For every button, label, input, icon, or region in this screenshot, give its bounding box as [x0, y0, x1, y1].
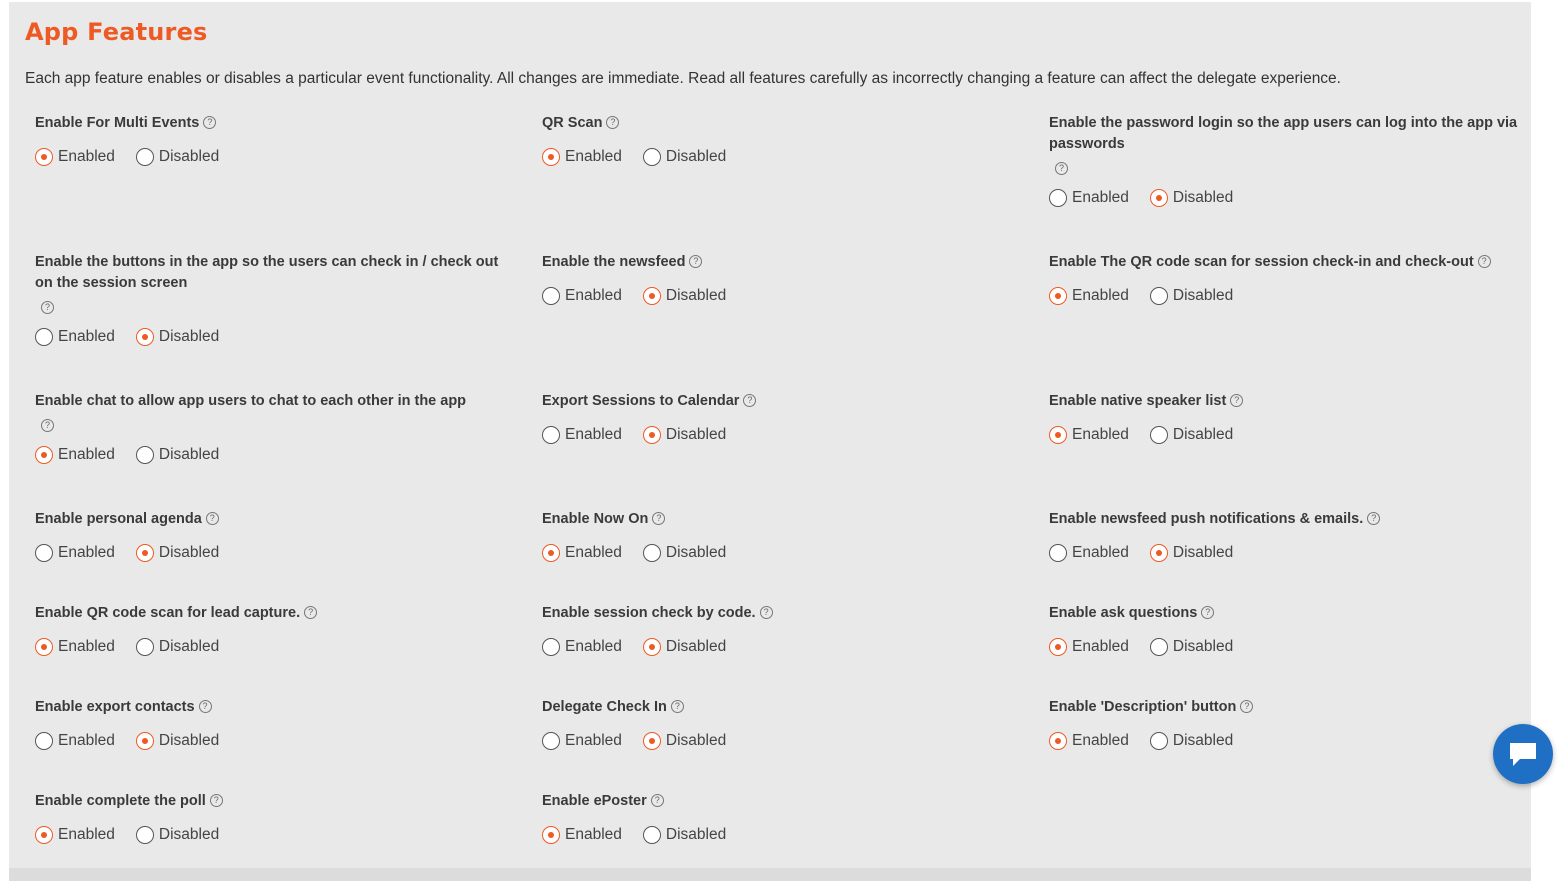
radio-enabled[interactable] [35, 544, 115, 562]
radio-enabled[interactable] [542, 148, 622, 166]
radio-button-enabled[interactable] [1049, 638, 1067, 656]
feature-label-text: QR Scan [542, 115, 603, 131]
radio-disabled[interactable] [643, 732, 726, 750]
feature-label-text: Enable the password login so the app users can log into the app via passwords [1049, 115, 1518, 152]
feature-label-text: Enable QR code scan for lead capture. [35, 605, 301, 621]
radio-button-disabled[interactable] [643, 732, 661, 750]
feature-label [542, 252, 1012, 273]
feature-label [1049, 603, 1519, 624]
radio-label-enabled: Enabled [58, 328, 115, 345]
radio-button-disabled[interactable] [136, 732, 154, 750]
feature-item [1049, 391, 1519, 444]
radio-disabled[interactable] [643, 148, 726, 166]
radio-enabled[interactable] [1049, 189, 1129, 207]
feature-label [1049, 509, 1519, 530]
radio-button-disabled[interactable] [1150, 287, 1168, 305]
radio-enabled[interactable] [542, 826, 622, 844]
radio-button-enabled[interactable] [542, 638, 560, 656]
radio-enabled[interactable] [542, 426, 622, 444]
radio-enabled[interactable] [1049, 638, 1129, 656]
radio-group [542, 544, 1012, 562]
feature-item [542, 113, 1012, 166]
feature-label [35, 113, 505, 134]
feature-label [1049, 391, 1519, 412]
feature-label-text: Enable complete the poll [35, 793, 206, 809]
radio-label-enabled: Enabled [1072, 426, 1129, 443]
feature-label-text: Enable newsfeed push notifications & emails. [1049, 511, 1364, 527]
radio-label-disabled: Disabled [665, 544, 727, 561]
radio-label-disabled: Disabled [665, 148, 727, 165]
radio-enabled[interactable] [1049, 544, 1129, 562]
radio-group [35, 732, 505, 750]
radio-button-enabled[interactable] [542, 148, 560, 166]
radio-enabled[interactable] [35, 638, 115, 656]
radio-enabled[interactable] [1049, 732, 1129, 750]
question-circle-icon[interactable]: ? [1201, 606, 1214, 619]
feature-label [35, 252, 505, 314]
radio-label-enabled: Enabled [565, 426, 622, 443]
question-circle-icon[interactable]: ? [760, 606, 773, 619]
radio-enabled[interactable] [1049, 426, 1129, 444]
radio-disabled[interactable] [1150, 638, 1233, 656]
question-circle-icon[interactable]: ? [304, 606, 317, 619]
feature-label [1049, 697, 1519, 718]
question-circle-icon[interactable]: ? [671, 700, 684, 713]
radio-disabled[interactable] [1150, 732, 1233, 750]
radio-disabled[interactable] [1150, 287, 1233, 305]
question-circle-icon[interactable]: ? [210, 794, 223, 807]
feature-item [1049, 603, 1519, 656]
radio-label-enabled: Enabled [58, 638, 115, 655]
page-title: App Features [25, 18, 208, 46]
radio-button-enabled[interactable] [1049, 426, 1067, 444]
question-circle-icon[interactable]: ? [689, 255, 702, 268]
radio-button-enabled[interactable] [35, 732, 53, 750]
feature-label-text: Enable personal agenda [35, 511, 202, 527]
radio-disabled[interactable] [643, 544, 726, 562]
radio-enabled[interactable] [35, 148, 115, 166]
radio-enabled[interactable] [542, 287, 622, 305]
radio-button-disabled[interactable] [643, 826, 661, 844]
radio-label-disabled: Disabled [158, 544, 220, 561]
feature-label-text: Enable For Multi Events [35, 115, 200, 131]
radio-button-enabled[interactable] [1049, 189, 1067, 207]
feature-label [35, 791, 505, 812]
radio-label-disabled: Disabled [1172, 426, 1234, 443]
question-circle-icon[interactable]: ? [652, 512, 665, 525]
radio-disabled[interactable] [643, 826, 726, 844]
feature-item [35, 603, 505, 656]
radio-button-disabled[interactable] [136, 826, 154, 844]
chat-button[interactable] [1493, 724, 1553, 784]
question-circle-icon[interactable]: ? [1230, 394, 1243, 407]
feature-label [35, 697, 505, 718]
radio-button-enabled[interactable] [35, 148, 53, 166]
feature-item [35, 509, 505, 562]
radio-label-disabled: Disabled [1172, 287, 1234, 304]
radio-group [35, 328, 505, 346]
bottom-divider [9, 868, 1531, 881]
radio-button-disabled[interactable] [1150, 638, 1168, 656]
feature-label [1049, 113, 1519, 175]
radio-button-enabled[interactable] [542, 287, 560, 305]
radio-enabled[interactable] [542, 732, 622, 750]
radio-label-disabled: Disabled [1172, 189, 1234, 206]
radio-button-disabled[interactable] [1150, 426, 1168, 444]
radio-label-disabled: Disabled [158, 446, 220, 463]
radio-enabled[interactable] [35, 328, 115, 346]
radio-label-enabled: Enabled [58, 446, 115, 463]
radio-group [542, 426, 1012, 444]
radio-button-disabled[interactable] [643, 426, 661, 444]
radio-button-enabled[interactable] [35, 638, 53, 656]
radio-disabled[interactable] [1150, 189, 1233, 207]
radio-button-enabled[interactable] [1049, 544, 1067, 562]
feature-label [542, 509, 1012, 530]
radio-label-enabled: Enabled [58, 826, 115, 843]
radio-label-enabled: Enabled [58, 732, 115, 749]
radio-label-disabled: Disabled [665, 732, 727, 749]
feature-label [542, 603, 1012, 624]
radio-label-enabled: Enabled [58, 148, 115, 165]
radio-label-enabled: Enabled [565, 287, 622, 304]
feature-label-text: Enable the newsfeed [542, 254, 686, 270]
radio-button-disabled[interactable] [136, 544, 154, 562]
radio-button-enabled[interactable] [35, 446, 53, 464]
feature-item [35, 252, 505, 346]
radio-disabled[interactable] [136, 544, 219, 562]
feature-label-text: Enable 'Description' button [1049, 699, 1237, 715]
radio-disabled[interactable] [136, 826, 219, 844]
feature-label [542, 391, 1012, 412]
radio-disabled[interactable] [1150, 426, 1233, 444]
feature-label-text: Enable export contacts [35, 699, 195, 715]
radio-label-enabled: Enabled [565, 544, 622, 561]
radio-disabled[interactable] [643, 287, 726, 305]
radio-group [542, 826, 1012, 844]
feature-label-text: Enable ePoster [542, 793, 647, 809]
radio-label-enabled: Enabled [1072, 732, 1129, 749]
question-circle-icon[interactable]: ? [203, 116, 216, 129]
radio-label-disabled: Disabled [665, 826, 727, 843]
radio-enabled[interactable] [35, 732, 115, 750]
radio-button-enabled[interactable] [542, 544, 560, 562]
radio-label-disabled: Disabled [1172, 732, 1234, 749]
radio-group [542, 638, 1012, 656]
feature-label [1049, 252, 1519, 273]
radio-button-enabled[interactable] [35, 826, 53, 844]
feature-item [542, 603, 1012, 656]
radio-group [35, 826, 505, 844]
page-description: Each app feature enables or disables a particular event functionality. All changes are immediate. Read all features carefully as incorrectly changing a feature can affect the delegate experience. [25, 70, 1341, 87]
feature-item [35, 791, 505, 844]
feature-label-text: Export Sessions to Calendar [542, 393, 740, 409]
radio-label-disabled: Disabled [158, 826, 220, 843]
question-circle-icon[interactable]: ? [206, 512, 219, 525]
radio-label-enabled: Enabled [1072, 638, 1129, 655]
feature-item [1049, 697, 1519, 750]
radio-button-enabled[interactable] [542, 426, 560, 444]
feature-item [1049, 252, 1519, 305]
radio-button-disabled[interactable] [1150, 189, 1168, 207]
radio-disabled[interactable] [136, 732, 219, 750]
feature-item [35, 697, 505, 750]
radio-button-disabled[interactable] [1150, 544, 1168, 562]
radio-label-disabled: Disabled [158, 148, 220, 165]
radio-button-disabled[interactable] [643, 544, 661, 562]
radio-group [1049, 638, 1519, 656]
question-circle-icon[interactable]: ? [41, 301, 54, 314]
radio-label-disabled: Disabled [158, 638, 220, 655]
radio-group [1049, 287, 1519, 305]
question-circle-icon[interactable]: ? [743, 394, 756, 407]
feature-item [35, 113, 505, 166]
chat-bubble-icon [1508, 740, 1538, 768]
question-circle-icon[interactable]: ? [1055, 162, 1068, 175]
radio-button-disabled[interactable] [136, 148, 154, 166]
radio-button-disabled[interactable] [136, 328, 154, 346]
feature-label-text: Enable Now On [542, 511, 649, 527]
radio-button-enabled[interactable] [1049, 732, 1067, 750]
feature-label [35, 603, 505, 624]
radio-label-enabled: Enabled [565, 148, 622, 165]
feature-item [1049, 113, 1519, 207]
radio-enabled[interactable] [35, 826, 115, 844]
radio-enabled[interactable] [35, 446, 115, 464]
radio-group [542, 732, 1012, 750]
radio-button-disabled[interactable] [643, 638, 661, 656]
radio-group [1049, 544, 1519, 562]
radio-button-enabled[interactable] [1049, 287, 1067, 305]
feature-label [35, 391, 505, 432]
radio-label-disabled: Disabled [1172, 638, 1234, 655]
radio-label-enabled: Enabled [1072, 189, 1129, 206]
radio-group [35, 544, 505, 562]
feature-label-text: Enable chat to allow app users to chat to each other in the app [35, 393, 467, 409]
radio-button-disabled[interactable] [643, 148, 661, 166]
radio-label-enabled: Enabled [58, 544, 115, 561]
feature-label-text: Enable ask questions [1049, 605, 1198, 621]
feature-label-text: Enable session check by code. [542, 605, 756, 621]
question-circle-icon[interactable]: ? [1367, 512, 1380, 525]
radio-label-enabled: Enabled [1072, 287, 1129, 304]
radio-disabled[interactable] [643, 638, 726, 656]
radio-button-enabled[interactable] [35, 328, 53, 346]
radio-group [1049, 426, 1519, 444]
feature-item [542, 252, 1012, 305]
question-circle-icon[interactable]: ? [1240, 700, 1253, 713]
radio-button-enabled[interactable] [35, 544, 53, 562]
question-circle-icon[interactable]: ? [651, 794, 664, 807]
radio-disabled[interactable] [1150, 544, 1233, 562]
feature-label [542, 113, 1012, 134]
question-circle-icon[interactable]: ? [1478, 255, 1491, 268]
radio-label-disabled: Disabled [158, 732, 220, 749]
radio-disabled[interactable] [136, 446, 219, 464]
radio-label-enabled: Enabled [565, 732, 622, 749]
radio-button-disabled[interactable] [136, 446, 154, 464]
radio-label-enabled: Enabled [565, 826, 622, 843]
radio-label-disabled: Disabled [665, 287, 727, 304]
radio-label-disabled: Disabled [158, 328, 220, 345]
radio-group [542, 287, 1012, 305]
radio-label-disabled: Disabled [1172, 544, 1234, 561]
question-circle-icon[interactable]: ? [199, 700, 212, 713]
radio-disabled[interactable] [136, 328, 219, 346]
radio-group [35, 148, 505, 166]
feature-item [35, 391, 505, 464]
radio-label-enabled: Enabled [1072, 544, 1129, 561]
radio-group [1049, 732, 1519, 750]
radio-group [35, 638, 505, 656]
radio-enabled[interactable] [542, 638, 622, 656]
feature-item [1049, 509, 1519, 562]
feature-label [35, 509, 505, 530]
radio-disabled[interactable] [136, 638, 219, 656]
radio-button-disabled[interactable] [1150, 732, 1168, 750]
radio-button-disabled[interactable] [136, 638, 154, 656]
radio-group [1049, 189, 1519, 207]
radio-enabled[interactable] [542, 544, 622, 562]
radio-label-disabled: Disabled [665, 638, 727, 655]
feature-label-text: Delegate Check In [542, 699, 667, 715]
radio-button-enabled[interactable] [542, 826, 560, 844]
radio-button-enabled[interactable] [542, 732, 560, 750]
radio-label-disabled: Disabled [665, 426, 727, 443]
feature-item [542, 791, 1012, 844]
radio-group [35, 446, 505, 464]
feature-item [542, 697, 1012, 750]
radio-button-disabled[interactable] [643, 287, 661, 305]
feature-label-text: Enable native speaker list [1049, 393, 1227, 409]
feature-label-text: Enable The QR code scan for session check-in and check-out [1049, 254, 1474, 270]
question-circle-icon[interactable]: ? [606, 116, 619, 129]
radio-group [542, 148, 1012, 166]
question-circle-icon[interactable]: ? [41, 419, 54, 432]
feature-item [542, 509, 1012, 562]
feature-label [542, 791, 1012, 812]
radio-disabled[interactable] [643, 426, 726, 444]
radio-label-enabled: Enabled [565, 638, 622, 655]
feature-item [542, 391, 1012, 444]
feature-label [542, 697, 1012, 718]
feature-label-text: Enable the buttons in the app so the users can check in / check out on the session screen [35, 254, 499, 291]
radio-enabled[interactable] [1049, 287, 1129, 305]
radio-disabled[interactable] [136, 148, 219, 166]
